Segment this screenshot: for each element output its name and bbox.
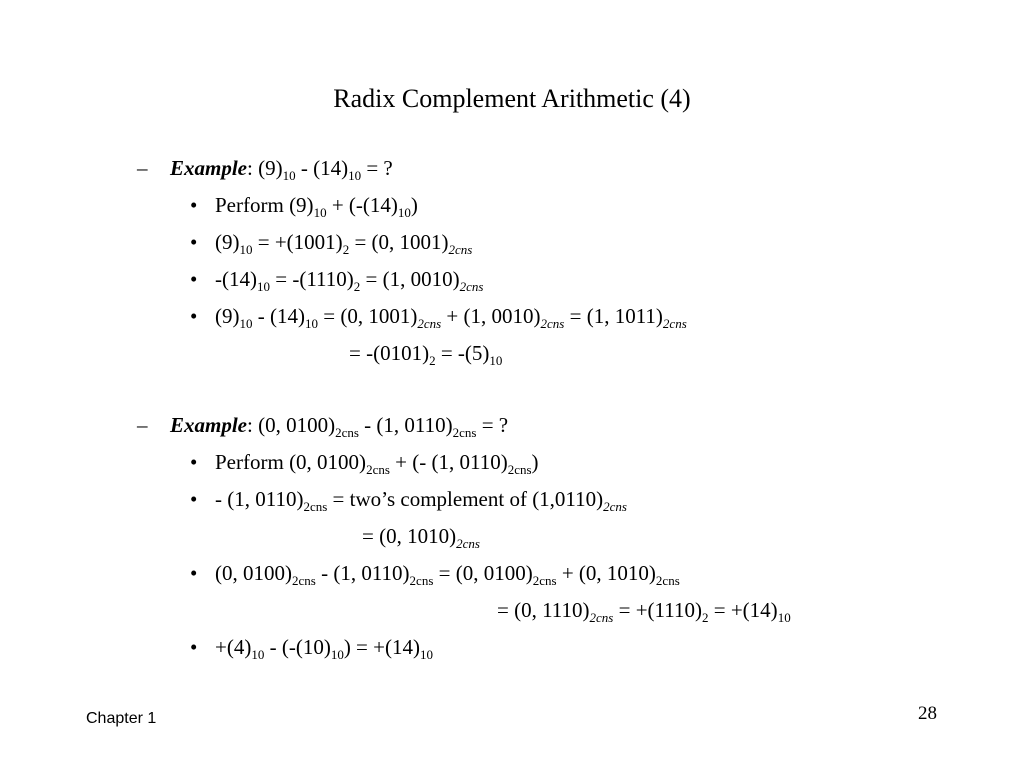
math-segment: 2cns	[540, 316, 565, 331]
math-segment: 10	[330, 647, 344, 662]
math-segment: 2cns	[409, 573, 434, 588]
ex1-bullet-4	[215, 303, 687, 329]
math-segment: 2	[353, 279, 361, 294]
example-label: Example	[170, 156, 247, 180]
bullet-dot: •	[190, 193, 198, 217]
math-segment: (9)	[215, 304, 240, 328]
math-segment: 2cns	[303, 499, 328, 514]
math-segment: 10	[282, 168, 296, 183]
math-segment: = ?	[361, 156, 393, 180]
bullet-dot: •	[190, 487, 198, 511]
math-segment: )	[410, 193, 418, 217]
math-segment: 2cns	[335, 425, 359, 440]
math-segment: 2cns	[456, 536, 480, 551]
example-label: Example	[170, 413, 247, 437]
ex2-bullet-2	[215, 486, 627, 512]
math-segment: 10	[313, 205, 327, 220]
math-segment: 2cns	[507, 462, 532, 477]
slide-title: Radix Complement Arithmetic (4)	[333, 84, 691, 113]
math-segment: 2cns	[452, 425, 477, 440]
math-segment: )	[531, 450, 539, 474]
dash-marker-2: –	[137, 413, 148, 437]
math-segment: 2	[702, 610, 709, 625]
math-segment: 2cns	[662, 316, 687, 331]
math-segment: 2cns	[366, 462, 390, 477]
math-segment: 2cns	[589, 610, 614, 625]
ex2-continuation-1	[362, 523, 480, 549]
math-segment: 10	[239, 242, 253, 257]
math-segment: -(14)	[215, 267, 257, 291]
math-segment: - (14)	[295, 156, 349, 180]
math-segment: + (1, 0010)	[441, 304, 541, 328]
math-segment: = (1, 0010)	[360, 267, 460, 291]
math-segment: 2	[429, 353, 436, 368]
math-segment: = +(14)	[708, 598, 778, 622]
math-segment: = (0, 1110)	[497, 598, 590, 622]
math-segment: = ?	[476, 413, 509, 437]
math-segment: 10	[304, 316, 318, 331]
math-segment: = +(1110)	[613, 598, 702, 622]
ex2-bullet-4	[215, 634, 433, 660]
math-segment: = (0, 1001)	[349, 230, 449, 254]
example-1-header	[170, 155, 393, 181]
math-segment: + (-(14)	[326, 193, 398, 217]
math-segment: = (0, 0100)	[433, 561, 533, 585]
math-segment: 2cns	[292, 573, 316, 588]
math-segment: 10	[777, 610, 791, 625]
math-segment: 10	[348, 168, 362, 183]
math-segment: ) = +(14)	[343, 635, 420, 659]
ex2-bullet-3	[215, 560, 680, 586]
bullet-dot: •	[190, 561, 198, 585]
dash-marker-1: –	[137, 156, 148, 180]
page-number: 28	[918, 703, 937, 724]
math-segment: 2cns	[417, 316, 442, 331]
math-segment: +(4)	[215, 635, 252, 659]
math-segment: = (0, 1001)	[317, 304, 418, 328]
math-segment: - (1, 0110)	[215, 487, 304, 511]
math-segment: : (9)	[247, 156, 283, 180]
math-segment: + (- (1, 0110)	[389, 450, 508, 474]
math-segment: Perform (9)	[215, 193, 314, 217]
math-segment: : (0, 0100)	[247, 413, 336, 437]
math-segment: - (1, 0110)	[358, 413, 453, 437]
math-segment: 10	[397, 205, 411, 220]
math-segment: 2cns	[655, 573, 680, 588]
math-segment: = -(1110)	[269, 267, 354, 291]
ex1-bullet-3	[215, 266, 483, 292]
math-segment: 2	[342, 242, 350, 257]
footer-chapter: Chapter 1	[86, 710, 157, 727]
example-2-header	[170, 412, 508, 438]
math-segment: 10	[239, 316, 253, 331]
bullet-dot: •	[190, 304, 198, 328]
math-segment: = +(1001)	[252, 230, 343, 254]
ex2-continuation-2	[497, 597, 791, 623]
bullet-dot: •	[190, 635, 198, 659]
math-segment: + (0, 1010)	[556, 561, 656, 585]
example-2-expression	[247, 413, 509, 440]
ex1-continuation	[349, 340, 502, 366]
math-segment: - (14)	[252, 304, 305, 328]
bullet-dot: •	[190, 450, 198, 474]
ex1-bullet-2	[215, 229, 472, 255]
math-segment: 2cns	[532, 573, 557, 588]
math-segment: Perform (0, 0100)	[215, 450, 367, 474]
ex1-bullet-1	[215, 192, 418, 218]
math-segment: 2cns	[448, 242, 473, 257]
math-segment: = two’s complement of (1,0110)	[327, 487, 604, 511]
ex2-bullet-1	[215, 449, 539, 475]
math-segment: 10	[256, 279, 270, 294]
math-segment: 10	[419, 647, 433, 662]
math-segment: 10	[251, 647, 265, 662]
math-segment: 10	[489, 353, 503, 368]
bullet-dot: •	[190, 267, 198, 291]
math-segment: - (-(10)	[264, 635, 331, 659]
example-1-expression	[247, 156, 393, 183]
math-segment: = -(5)	[435, 341, 490, 365]
math-segment: 2cns	[603, 499, 627, 514]
math-segment: - (1, 0110)	[315, 561, 410, 585]
math-segment: = (1, 1011)	[564, 304, 663, 328]
math-segment: (9)	[215, 230, 240, 254]
math-segment: = -(0101)	[349, 341, 430, 365]
math-segment: (0, 0100)	[215, 561, 292, 585]
math-segment: = (0, 1010)	[362, 524, 457, 548]
bullet-dot: •	[190, 230, 198, 254]
math-segment: 2cns	[459, 279, 484, 294]
